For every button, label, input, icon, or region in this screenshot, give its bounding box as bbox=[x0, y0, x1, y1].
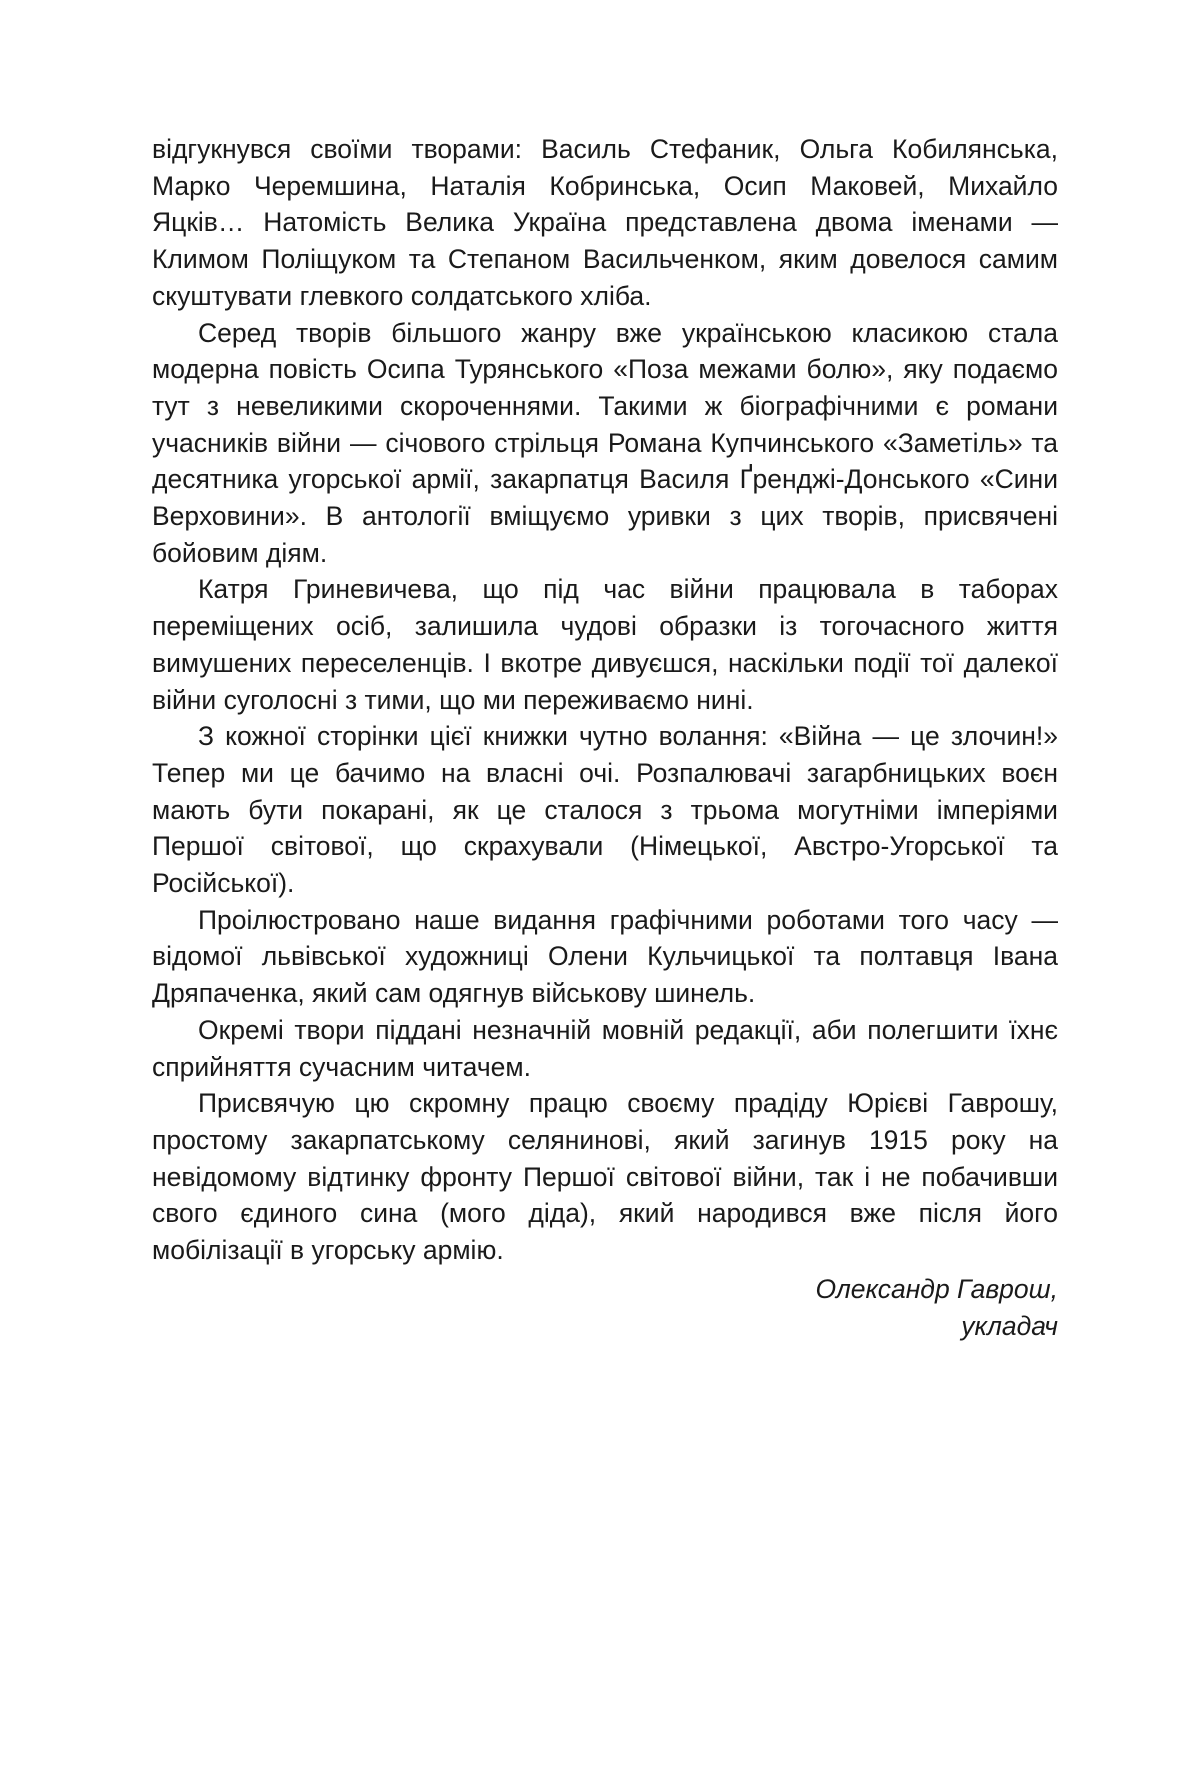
signature bbox=[558, 1271, 1058, 1344]
paragraph-5: Проілюстровано наше видання графічними роботами того часу — відомої львівської художниці Олени Кульчицької та полтавця Івана Дряпаченка, який сам одягнув військову шинель. bbox=[152, 904, 1058, 1009]
signature-role: укладач bbox=[961, 1310, 1058, 1341]
paragraph-3: Катря Гриневичева, що під час війни працювала в таборах переміщених осіб, залишила чудові образки із тогочасного життя вимушених переселенців. І вкотре дивуєшся, наскільки події тої далекої війни суголосні з тими, що ми переживаємо нині. bbox=[152, 574, 1058, 715]
paragraph-7: Присвячую цю скромну працю своєму прадіду Юрієві Гаврошу, простому закарпатському селянинові, який загинув 1915 року на невідомому відтинку фронту Першої світової війни, так і не побачивши свого єдиного сина (мого діда), який народився вже після його мобілізації в угорську армію. bbox=[152, 1088, 1058, 1266]
paragraph-2: Серед творів більшого жанру вже українською класикою стала модерна повість Осипа Турянського «Поза межами болю», яку подаємо тут з невеликими скороченнями. Такими ж біографічними є романи учасників війни — січового стрільця Романа Купчинського «Заметіль» та десятника угорської армії, закарпатця Василя Ґренджі-Донського «Сини Верховини». В антології вміщуємо уривки з цих творів, присвячені бойовим діям. bbox=[152, 317, 1058, 568]
paragraph-1: відгукнувся своїми творами: Василь Стефаник, Ольга Кобилянська, Марко Черемшина, Наталія Кобринська, Осип Маковей, Михайло Яцків… Натомість Велика Україна представлена двома іменами — Климом Поліщуком та Степаном Васильченком, яким довелося самим скуштувати глевкого солдатського хліба. bbox=[152, 134, 1058, 311]
paragraph-4: З кожної сторінки цієї книжки чутно волання: «Війна — це злочин!» Тепер ми це бачимо на власні очі. Розпалювачі загарбницьких воєн мають бути покарані, як це сталося з трьома могутніми імперіями Першої світової, що скрахували (Німецької, Австро-Угорської та Російської). bbox=[152, 721, 1058, 899]
signature-name: Олександр Гаврош, bbox=[815, 1274, 1058, 1304]
paragraph-6: Окремі твори піддані незначній мовній редакції, аби полегшити їхнє сприйняття сучасним читачем. bbox=[152, 1014, 1058, 1082]
body-text bbox=[152, 131, 1058, 1269]
